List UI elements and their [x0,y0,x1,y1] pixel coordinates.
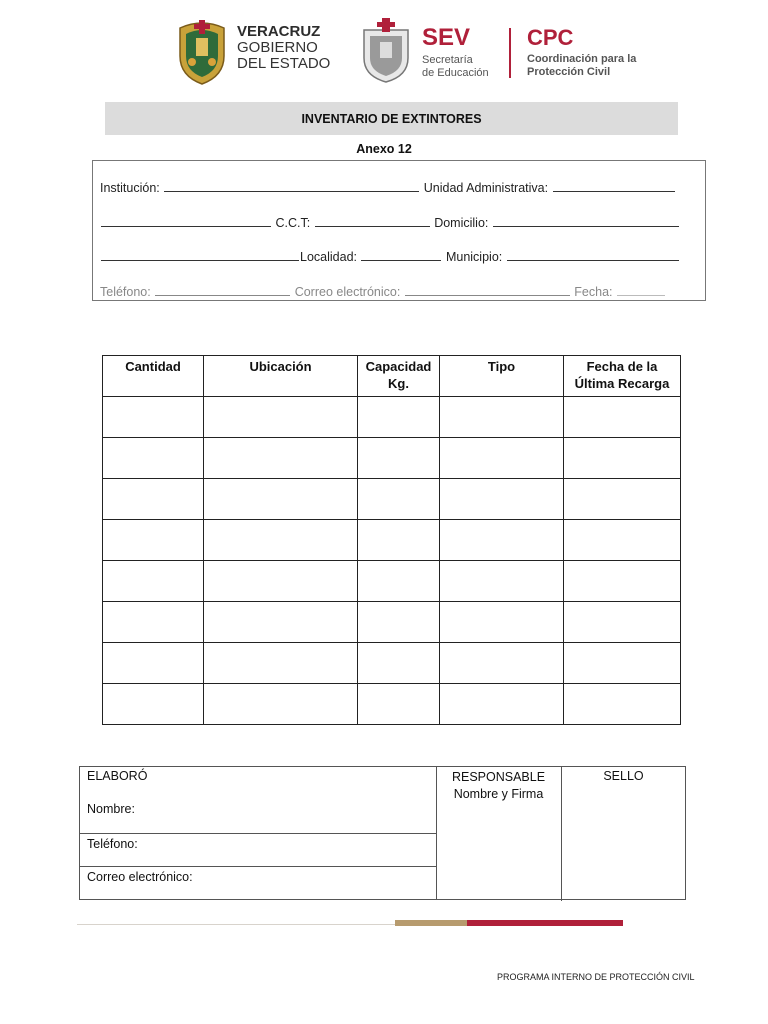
elaboro-label: ELABORÓ [87,769,148,783]
institution-info-box [92,160,706,301]
col-capacidad: Capacidad Kg. [358,356,440,397]
header-divider [509,28,511,78]
table-cell[interactable] [204,520,358,561]
table-cell[interactable] [440,397,564,438]
veracruz-line1: VERACRUZ [237,23,321,40]
nombre-field[interactable]: Nombre: [87,802,135,816]
footer-gold-bar [395,920,467,926]
unidad-label: Unidad Administrativa: [423,181,549,195]
table-cell[interactable] [440,602,564,643]
info-line-3 [100,250,699,264]
table-cell[interactable] [103,684,204,725]
row-divider [80,833,436,834]
info-line-4 [100,285,699,299]
table-cell[interactable] [204,397,358,438]
table-cell[interactable] [204,438,358,479]
telefono-label: Teléfono: [100,285,151,299]
unidad-field-cont[interactable] [101,216,271,227]
fecha-label: Fecha: [574,285,613,299]
municipio-label: Municipio: [445,250,503,264]
annex-label: Anexo 12 [356,142,412,156]
table-cell[interactable] [440,520,564,561]
table-cell[interactable] [204,643,358,684]
signature-block [79,766,686,900]
localidad-label: Localidad: [300,250,357,264]
table-cell[interactable] [204,561,358,602]
table-row [103,479,681,520]
table-cell[interactable] [564,520,681,561]
sev-abbr: SEV [422,24,471,51]
cpc-line2: Protección Civil [527,66,611,78]
table-cell[interactable] [103,520,204,561]
localidad-field[interactable] [361,250,441,261]
sev-line2: de Educación [422,67,489,79]
cpc-logo [527,26,677,86]
table-cell[interactable] [358,684,440,725]
col-tipo: Tipo [440,356,564,397]
table-row [103,602,681,643]
table-cell[interactable] [440,561,564,602]
table-cell[interactable] [358,520,440,561]
table-cell[interactable] [564,438,681,479]
veracruz-logo [172,16,332,86]
fecha-field[interactable] [617,285,665,296]
institucion-field[interactable] [164,181,419,192]
extinguisher-inventory-table [102,355,681,725]
domicilio-field[interactable] [493,216,679,227]
sev-shield-icon [356,16,416,84]
table-row [103,438,681,479]
institucion-label: Institución: [100,181,160,195]
info-line-2 [100,216,699,230]
footer-red-bar [467,920,623,926]
sev-line1: Secretaría [422,54,473,66]
col-cantidad: Cantidad [103,356,204,397]
responsable-label: RESPONSABLE [451,770,546,784]
table-cell[interactable] [564,684,681,725]
table-cell[interactable] [564,561,681,602]
municipio-field[interactable] [507,250,679,261]
table-cell[interactable] [204,602,358,643]
sev-logo [356,16,506,86]
correo-field[interactable] [405,285,570,296]
table-cell[interactable] [204,684,358,725]
table-row [103,643,681,684]
correo-sig-field[interactable]: Correo electrónico: [87,870,193,884]
table-cell[interactable] [564,643,681,684]
table-cell[interactable] [440,479,564,520]
footer-line [77,924,395,925]
info-line-1 [100,181,699,195]
table-row [103,684,681,725]
cct-label: C.C.T: [275,216,311,230]
veracruz-shield-icon [172,16,232,86]
document-title: INVENTARIO DE EXTINTORES [105,102,678,135]
table-row [103,561,681,602]
correo-label: Correo electrónico: [294,285,401,299]
sello-label: SELLO [603,769,644,783]
table-cell[interactable] [358,561,440,602]
table-cell[interactable] [204,479,358,520]
table-row [103,520,681,561]
table-cell[interactable] [358,602,440,643]
table-cell[interactable] [358,643,440,684]
cpc-line1: Coordinación para la [527,53,637,65]
table-cell[interactable] [358,438,440,479]
table-cell[interactable] [103,397,204,438]
nombre-firma-label: Nombre y Firma [453,787,544,801]
table-cell[interactable] [440,438,564,479]
row-divider [80,866,436,867]
table-cell[interactable] [440,643,564,684]
responsable-column[interactable] [436,767,562,901]
sello-column[interactable] [562,767,685,901]
footer-text: PROGRAMA INTERNO DE PROTECCIÓN CIVIL [497,972,695,982]
elaboro-column [80,767,437,899]
unidad-field[interactable] [553,181,675,192]
table-cell[interactable] [358,397,440,438]
table-cell[interactable] [564,479,681,520]
table-header-row [103,356,681,397]
col-fecha-recarga: Fecha de la Última Recarga [564,356,681,397]
veracruz-line3: DEL ESTADO [237,55,331,72]
table-cell[interactable] [103,602,204,643]
telefono-sig-field[interactable]: Teléfono: [87,837,138,851]
table-cell[interactable] [440,684,564,725]
cct-field[interactable] [315,216,430,227]
domicilio-field-cont[interactable] [101,250,299,261]
telefono-field[interactable] [155,285,290,296]
table-cell[interactable] [103,479,204,520]
table-cell[interactable] [564,397,681,438]
table-cell[interactable] [103,561,204,602]
table-row [103,397,681,438]
col-ubicacion: Ubicación [204,356,358,397]
cpc-abbr: CPC [527,25,574,50]
table-cell[interactable] [103,643,204,684]
table-cell[interactable] [564,602,681,643]
domicilio-label: Domicilio: [434,216,489,230]
table-cell[interactable] [103,438,204,479]
veracruz-line2: GOBIERNO [237,39,318,56]
table-cell[interactable] [358,479,440,520]
